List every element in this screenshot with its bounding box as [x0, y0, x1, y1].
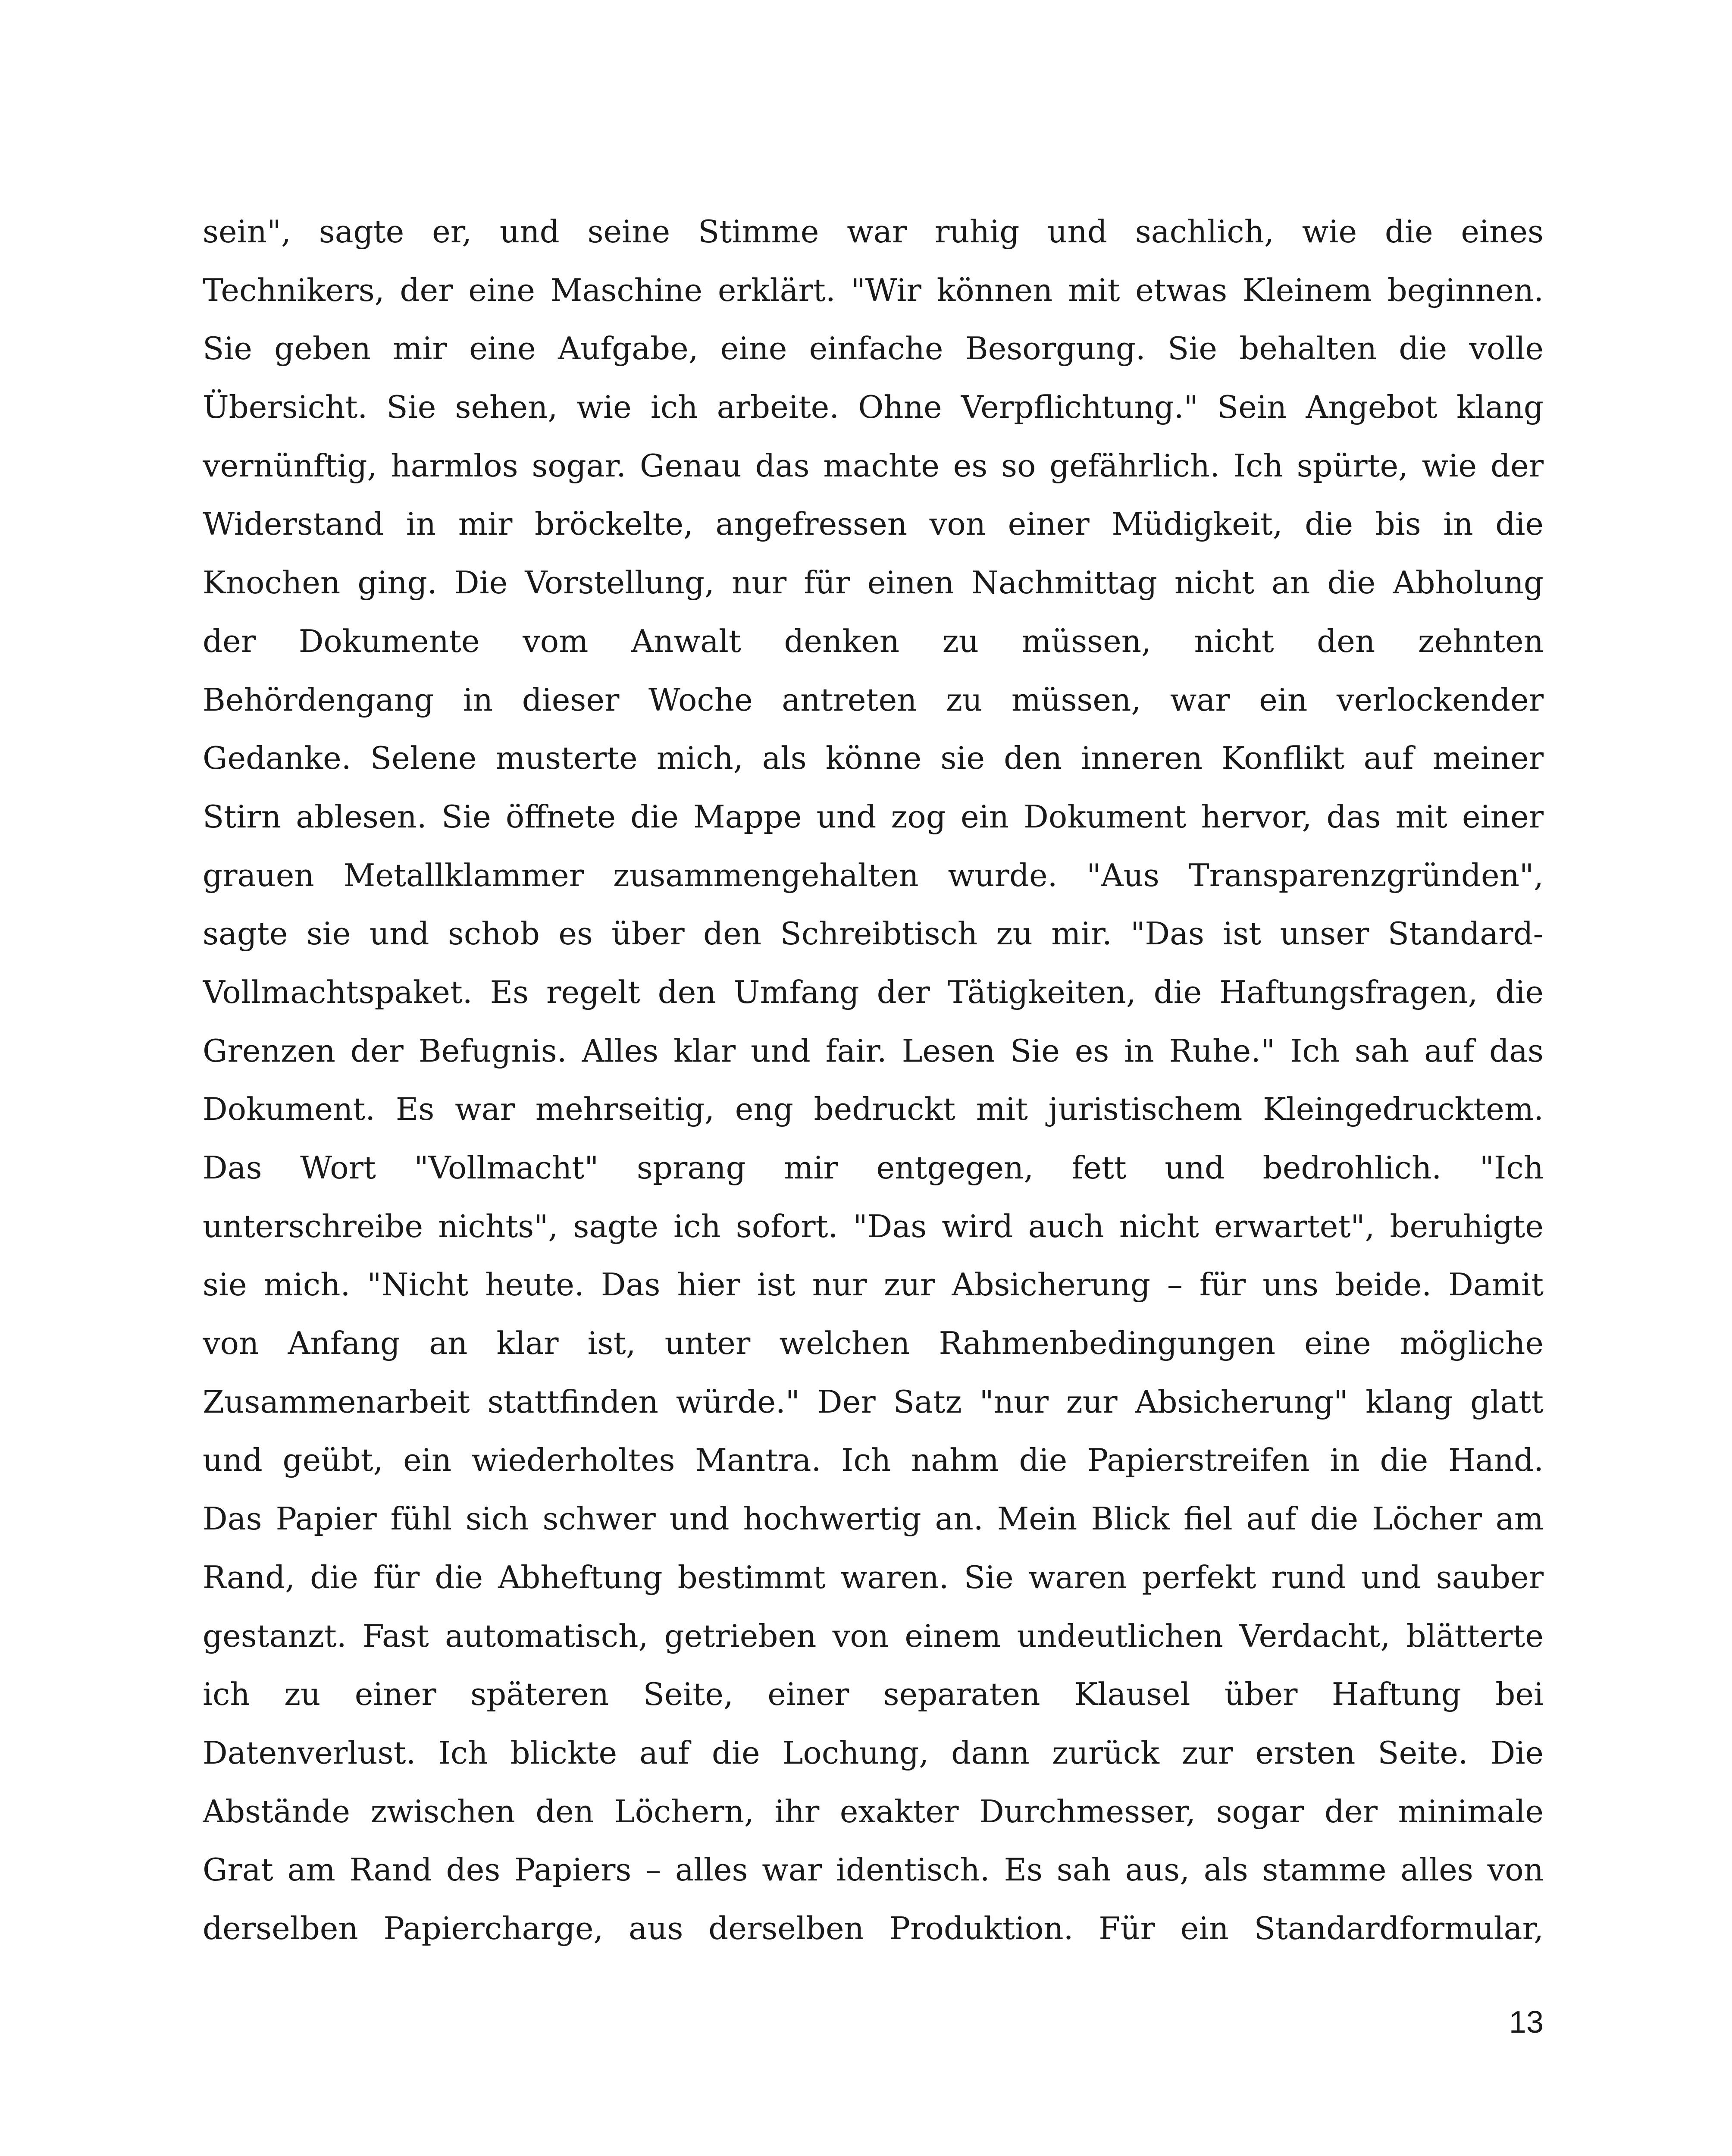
text-line: Das Papier fühl sich schwer und hochwertig an. Mein Blick fiel auf die Löcher am	[203, 1501, 1544, 1537]
text-line: und geübt, ein wiederholtes Mantra. Ich nahm die Papierstreifen in die Hand.	[203, 1442, 1544, 1479]
text-line: der Dokumente vom Anwalt denken zu müssen, nicht den zehnten	[203, 623, 1544, 659]
body-text	[203, 203, 1544, 1958]
text-line: vernünftig, harmlos sogar. Genau das machte es so gefährlich. Ich spürte, wie der	[203, 447, 1544, 484]
text-line: unterschreibe nichts", sagte ich sofort. "Das wird auch nicht erwartet", beruhigte	[203, 1208, 1544, 1244]
text-line: Abstände zwischen den Löchern, ihr exakter Durchmesser, sogar der minimale	[203, 1793, 1544, 1830]
text-line: Dokument. Es war mehrseitig, eng bedruckt mit juristischem Kleingedrucktem.	[203, 1091, 1544, 1128]
text-line: sagte sie und schob es über den Schreibtisch zu mir. "Das ist unser Standard-	[203, 915, 1544, 952]
text-line: von Anfang an klar ist, unter welchen Rahmenbedingungen eine mögliche	[203, 1325, 1544, 1362]
page-number: 13	[1509, 2005, 1544, 2040]
text-line: Grat am Rand des Papiers – alles war identisch. Es sah aus, als stamme alles von	[203, 1852, 1544, 1888]
text-line: ich zu einer späteren Seite, einer separaten Klausel über Haftung bei	[203, 1676, 1544, 1713]
text-line: Zusammenarbeit stattfinden würde." Der Satz "nur zur Absicherung" klang glatt	[203, 1383, 1544, 1420]
text-line: Das Wort "Vollmacht" sprang mir entgegen, fett und bedrohlich. "Ich	[203, 1150, 1544, 1186]
text-line: sein", sagte er, und seine Stimme war ruhig und sachlich, wie die eines	[203, 213, 1544, 250]
text-line: Vollmachtspaket. Es regelt den Umfang der Tätigkeiten, die Haftungsfragen, die	[203, 974, 1544, 1010]
text-line: Gedanke. Selene musterte mich, als könne sie den inneren Konflikt auf meiner	[203, 740, 1544, 777]
text-line: Technikers, der eine Maschine erklärt. "Wir können mit etwas Kleinem beginnen.	[203, 272, 1544, 308]
text-line: Stirn ablesen. Sie öffnete die Mappe und zog ein Dokument hervor, das mit einer	[203, 798, 1544, 835]
text-line: Übersicht. Sie sehen, wie ich arbeite. Ohne Verpflichtung." Sein Angebot klang	[203, 389, 1544, 426]
text-line: Rand, die für die Abheftung bestimmt waren. Sie waren perfekt rund und sauber	[203, 1559, 1544, 1595]
text-line: grauen Metallklammer zusammengehalten wurde. "Aus Transparenzgründen",	[203, 857, 1544, 893]
text-line: Behördengang in dieser Woche antreten zu müssen, war ein verlockender	[203, 681, 1544, 718]
text-line: gestanzt. Fast automatisch, getrieben von einem undeutlichen Verdacht, blätterte	[203, 1617, 1544, 1654]
text-line: Grenzen der Befugnis. Alles klar und fair. Lesen Sie es in Ruhe." Ich sah auf das	[203, 1032, 1544, 1069]
text-line: sie mich. "Nicht heute. Das hier ist nur zur Absicherung – für uns beide. Damit	[203, 1266, 1544, 1303]
text-line: derselben Papiercharge, aus derselben Produktion. Für ein Standardformular,	[203, 1910, 1544, 1946]
text-line: Widerstand in mir bröckelte, angefressen von einer Müdigkeit, die bis in die	[203, 506, 1544, 542]
text-line: Datenverlust. Ich blickte auf die Lochung, dann zurück zur ersten Seite. Die	[203, 1734, 1544, 1771]
text-line: Knochen ging. Die Vorstellung, nur für einen Nachmittag nicht an die Abholung	[203, 564, 1544, 601]
text-line: Sie geben mir eine Aufgabe, eine einfache Besorgung. Sie behalten die volle	[203, 330, 1544, 367]
